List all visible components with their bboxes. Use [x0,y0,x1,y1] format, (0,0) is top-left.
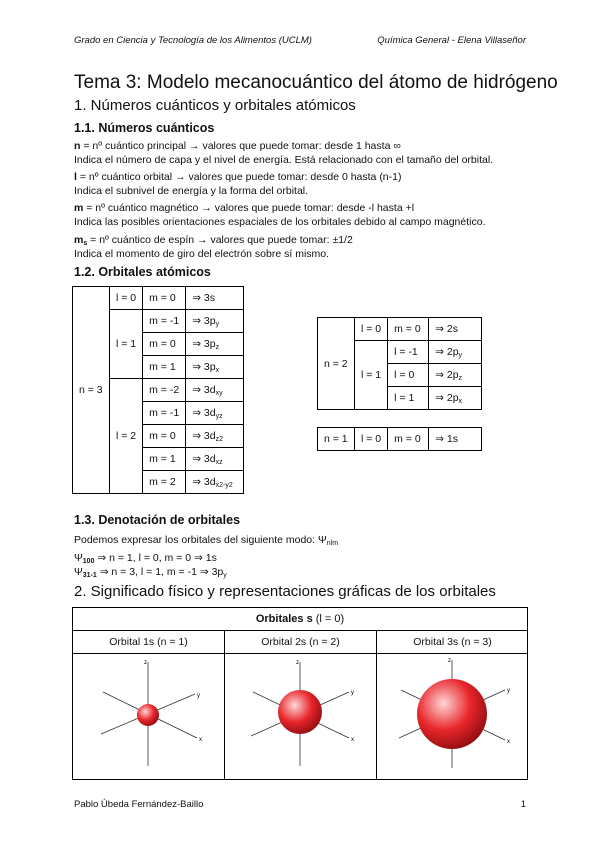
m-cell: l = -1 [388,341,429,364]
z-label: z [296,660,299,666]
orbital-cell: ⇒ $3d_{yz}$ [186,402,244,425]
denotation-example-2: $\Psi_{31-1}$ ⇒ n = 3, l = 1, m = -1 ⇒ $3p_y$ [74,566,227,579]
section-1-heading: 1. Números cuánticos y orbitales atómicos [74,97,356,114]
section-2-heading: 2. Significado físico y representaciones gráficas de los orbitales [74,583,496,600]
m-cell: m = -2 [143,379,186,402]
y-label: y [351,690,354,696]
l-cell: l = 0 [355,428,388,451]
orbital-cell: ⇒ $3p_x$ [186,356,244,379]
orbital-table-n3 [72,286,244,494]
page-title: Tema 3: Modelo mecanocuántico del átomo de hidrógeno [74,72,558,93]
m-cell: m = 1 [143,356,186,379]
quantum-n-def: n = nº cuántico principal → valores que puede tomar: desde 1 hasta ∞ [74,140,401,152]
m-cell: m = 0 [388,318,429,341]
x-label: x [199,737,202,743]
orbital-cell: ⇒ $2p_y$ [429,341,482,364]
l-cell: l = 1 [355,341,388,410]
m-cell: m = -1 [143,310,186,333]
orbitals-s-table [72,607,528,780]
m-cell: m = 2 [143,471,186,494]
l-cell: l = 0 [110,287,143,310]
m-cell: m = 0 [143,333,186,356]
header-left: Grado en Ciencia y Tecnología de los Alimentos (UCLM) [74,35,312,46]
orbitals-s-title: Orbitales s (l = 0) [73,608,527,631]
n-cell: n = 1 [318,428,355,451]
sphere-2s [278,690,322,734]
quantum-ms-desc: Indica el momento de giro del electrón sobre sí mismo. [74,248,330,260]
orbital-1s-caption: Orbital 1s (n = 1) [73,631,224,654]
orbital-cell: ⇒ 2s [429,318,482,341]
orbital-cell: ⇒ $2p_x$ [429,387,482,410]
quantum-ms-def: $m_s$ = nº cuántico de espín → valores que puede tomar: ±1/2 [74,234,353,247]
sphere-3s [417,679,487,749]
m-cell: m = 0 [388,428,429,451]
orbital-cell: ⇒ $3p_z$ [186,333,244,356]
x-label: x [351,737,354,743]
y-label: y [507,688,510,694]
l-cell: l = 1 [110,310,143,379]
l-cell: l = 0 [355,318,388,341]
orbital-cell: ⇒ $3p_y$ [186,310,244,333]
y-label: y [197,693,200,699]
page-number: 1 [520,799,526,810]
subsection-1-1-heading: 1.1. Números cuánticos [74,121,215,135]
subsection-1-2-heading: 1.2. Orbitales atómicos [74,265,211,279]
quantum-l-def: l = nº cuántico orbital → valores que puede tomar: desde 0 hasta (n-1) [74,171,402,183]
z-label: z [144,660,147,666]
orbital-cell: ⇒ $2p_z$ [429,364,482,387]
x-label: x [507,739,510,745]
n-cell: n = 3 [73,287,110,494]
orbital-3s-diagram [377,654,528,779]
orbital-1s-diagram [73,654,224,779]
orbital-table-n2 [317,317,482,410]
orbital-cell: ⇒ $3d_{z2}$ [186,425,244,448]
quantum-n-desc: Indica el número de capa y el nivel de energía. Está relacionado con el tamaño del orbital. [74,154,494,166]
m-cell: l = 0 [388,364,429,387]
orbital-cell: ⇒ 1s [429,428,482,451]
footer-author: Pablo Úbeda Fernández-Baillo [74,799,204,810]
orbital-2s-column [225,631,377,779]
quantum-l-desc: Indica el subnivel de energía y la forma del orbital. [74,185,309,197]
header-right: Química General - Elena Villaseñor [377,35,526,46]
m-cell: l = 1 [388,387,429,410]
orbital-cell: ⇒ 3s [186,287,244,310]
sphere-1s [137,704,159,726]
orbital-1s-column [73,631,225,779]
quantum-m-desc: Indica las posibles orientaciones espaciales de los orbitales debido al campo magnético. [74,216,486,228]
orbital-table-n1 [317,427,482,451]
orbital-3s-caption: Orbital 3s (n = 3) [377,631,528,654]
subsection-1-3-heading: 1.3. Denotación de orbitales [74,513,241,527]
denotation-example-1: $\Psi_{100}$ ⇒ n = 1, l = 0, m = 0 ⇒ 1s [74,552,217,565]
orbital-2s-caption: Orbital 2s (n = 2) [225,631,376,654]
orbital-3s-column [377,631,528,779]
n-cell: n = 2 [318,318,355,410]
m-cell: m = 1 [143,448,186,471]
m-cell: m = 0 [143,287,186,310]
m-cell: m = 0 [143,425,186,448]
l-cell: l = 2 [110,379,143,494]
orbital-2s-diagram [225,654,376,779]
quantum-m-def: m = nº cuántico magnético → valores que puede tomar: desde -l hasta +l [74,202,415,214]
orbital-cell: ⇒ $3d_{xy}$ [186,379,244,402]
orbital-cell: ⇒ $3d_{x2-y2}$ [186,471,244,494]
orbital-cell: ⇒ $3d_{xz}$ [186,448,244,471]
z-label: z [448,658,451,664]
denotation-intro: Podemos expresar los orbitales del siguiente modo: $\Psi_{nlm}$ [74,534,339,547]
m-cell: m = -1 [143,402,186,425]
